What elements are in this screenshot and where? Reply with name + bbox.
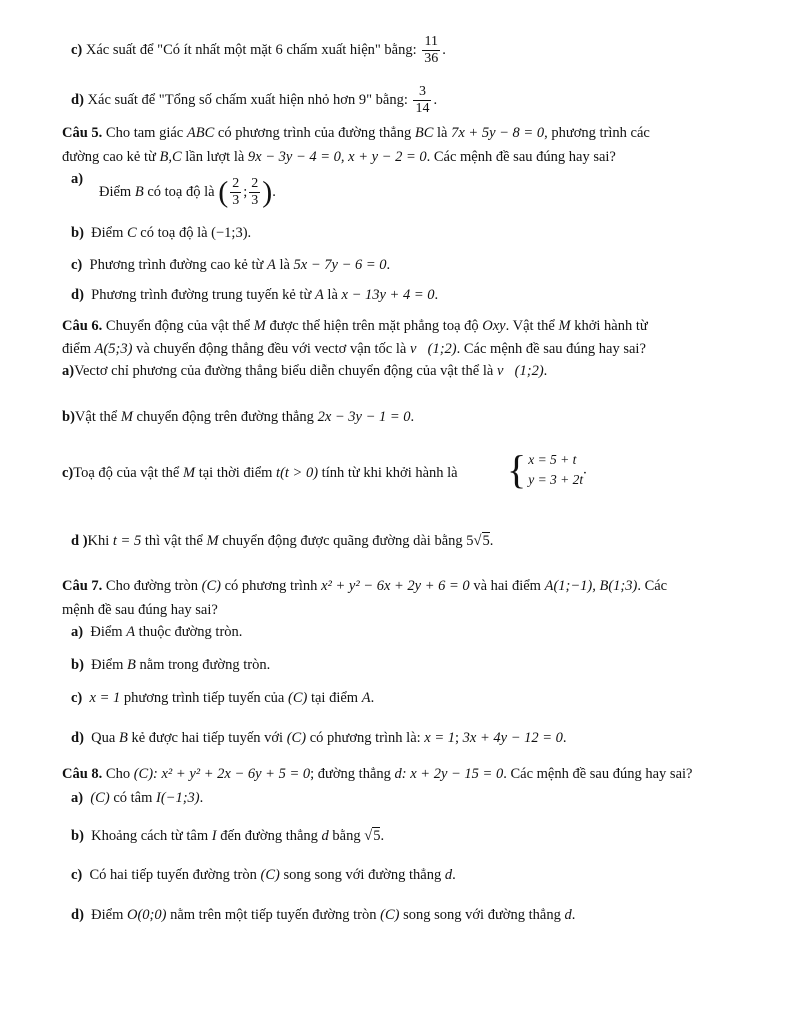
q6-option-a: a)Vectơ chỉ phương của đường thẳng biểu diễn chuyển động của vật thể là v⃗(1;2). bbox=[62, 363, 548, 379]
q6-stem-line1: Câu 6. Chuyển động của vật thể M được thể hiện trên mặt phẳng toạ độ Oxy. Vật thể M khởi hành từ bbox=[62, 318, 648, 334]
option-label: c) bbox=[71, 867, 83, 883]
option-label: b) bbox=[62, 409, 75, 425]
q5-stem-line1: Câu 5. Cho tam giác ABC có phương trình của đường thẳng BC là 7x + 5y − 8 = 0, phương trình các bbox=[62, 125, 650, 141]
option-label: d) bbox=[71, 907, 84, 923]
option-label: b) bbox=[71, 828, 84, 844]
q7-option-c: c) x = 1 phương trình tiếp tuyến của (C) tại điểm A. bbox=[71, 690, 375, 706]
question-title: Câu 7. bbox=[62, 578, 103, 594]
q6-option-b: b)Vật thể M chuyển động trên đường thẳng 2x − 3y − 1 = 0. bbox=[62, 409, 415, 425]
option-text: Xác suất để "Tổng số chấm xuất hiện nhỏ hơn 9" bằng: bbox=[87, 91, 408, 108]
fraction: $\frac{3}{14}$ bbox=[415, 84, 430, 116]
option-label: a) bbox=[62, 363, 75, 379]
q8-option-b: b) Khoảng cách từ tâm I đến đường thẳng d bằng √5. bbox=[71, 828, 385, 844]
question-title: Câu 5. bbox=[62, 125, 103, 141]
q5-stem-line2: đường cao kẻ từ B,C lần lượt là 9x − 3y − 4 = 0, x + y − 2 = 0. Các mệnh đề sau đúng hay sai? bbox=[62, 149, 616, 165]
q6-stem-line2: điểm A(5;3) và chuyển động thẳng đều với vectơ vận tốc là v⃗(1;2). Các mệnh đề sau đúng hay sai? bbox=[62, 341, 646, 357]
option-text: Xác suất để "Có ít nhất một mặt 6 chấm xuất hiện" bằng: bbox=[85, 41, 417, 58]
option-label: a) bbox=[71, 624, 84, 640]
q4-option-c: c) Xác suất để "Có ít nhất một mặt 6 chấm xuất hiện" bằng: $\frac{11}{36}$ . bbox=[71, 34, 446, 66]
q8-option-a: a) (C) có tâm I(−1;3). bbox=[71, 790, 204, 806]
q7-stem-line1: Câu 7. Cho đường tròn (C) có phương trình x² + y² − 6x + 2y + 6 = 0 và hai điểm A(1;−1), B(1;3). Các bbox=[62, 578, 668, 594]
option-label: c) bbox=[62, 465, 74, 481]
option-label: a) bbox=[71, 790, 84, 806]
q7-stem-line2: mệnh đề sau đúng hay sai? bbox=[62, 602, 218, 618]
fraction: $\frac{2}{3}$ bbox=[251, 176, 259, 208]
fraction: $\frac{11}{36}$ bbox=[424, 34, 439, 66]
question-title: Câu 6. bbox=[62, 318, 103, 334]
option-label: c) bbox=[71, 257, 83, 273]
option-label: d) bbox=[71, 287, 84, 303]
q5-option-c: c) Phương trình đường cao kẻ từ A là 5x − 7y − 6 = 0. bbox=[71, 257, 391, 273]
q8-option-c: c) Có hai tiếp tuyến đường tròn (C) song song với đường thẳng d. bbox=[71, 867, 456, 883]
option-label: b) bbox=[71, 225, 84, 241]
option-label: c) bbox=[71, 690, 83, 706]
q7-option-a: a) Điểm A thuộc đường tròn. bbox=[71, 624, 243, 640]
q7-option-d: d) Qua B kẻ được hai tiếp tuyến với (C) có phương trình là: x = 1; 3x + 4y − 12 = 0. bbox=[71, 730, 567, 746]
option-label: d ) bbox=[71, 533, 88, 549]
option-label: a) bbox=[71, 171, 84, 187]
fraction: $\frac{2}{3}$ bbox=[232, 176, 240, 208]
question-title: Câu 8. bbox=[62, 766, 103, 782]
q5-option-d: d) Phương trình đường trung tuyến kẻ từ A là x − 13y + 4 = 0. bbox=[71, 287, 439, 303]
q8-stem: Câu 8. Cho (C): x² + y² + 2x − 6y + 5 = 0; đường thẳng d: x + 2y − 15 = 0. Các mệnh đề sau đúng hay sai? bbox=[62, 766, 693, 782]
q5-option-b: b) Điểm C có toạ độ là (−1;3). bbox=[71, 225, 252, 241]
q6-option-d: d )Khi t = 5 thì vật thể M chuyển động được quãng đường dài bằng 5√5. bbox=[71, 533, 494, 549]
equation-system: { x = 5 + t y = 3 + 2t . bbox=[507, 447, 587, 492]
q8-option-d: d) Điểm O(0;0) nằm trên một tiếp tuyến đường tròn (C) song song với đường thẳng d. bbox=[71, 907, 576, 923]
option-label: d) bbox=[71, 91, 84, 108]
q4-option-d: d) Xác suất để "Tổng số chấm xuất hiện nhỏ hơn 9" bằng: $\frac{3}{14}$ . bbox=[71, 84, 438, 116]
option-label: c) bbox=[71, 41, 83, 58]
option-label: d) bbox=[71, 730, 84, 746]
q7-option-b: b) Điểm B nằm trong đường tròn. bbox=[71, 657, 271, 673]
option-label: b) bbox=[71, 657, 84, 673]
